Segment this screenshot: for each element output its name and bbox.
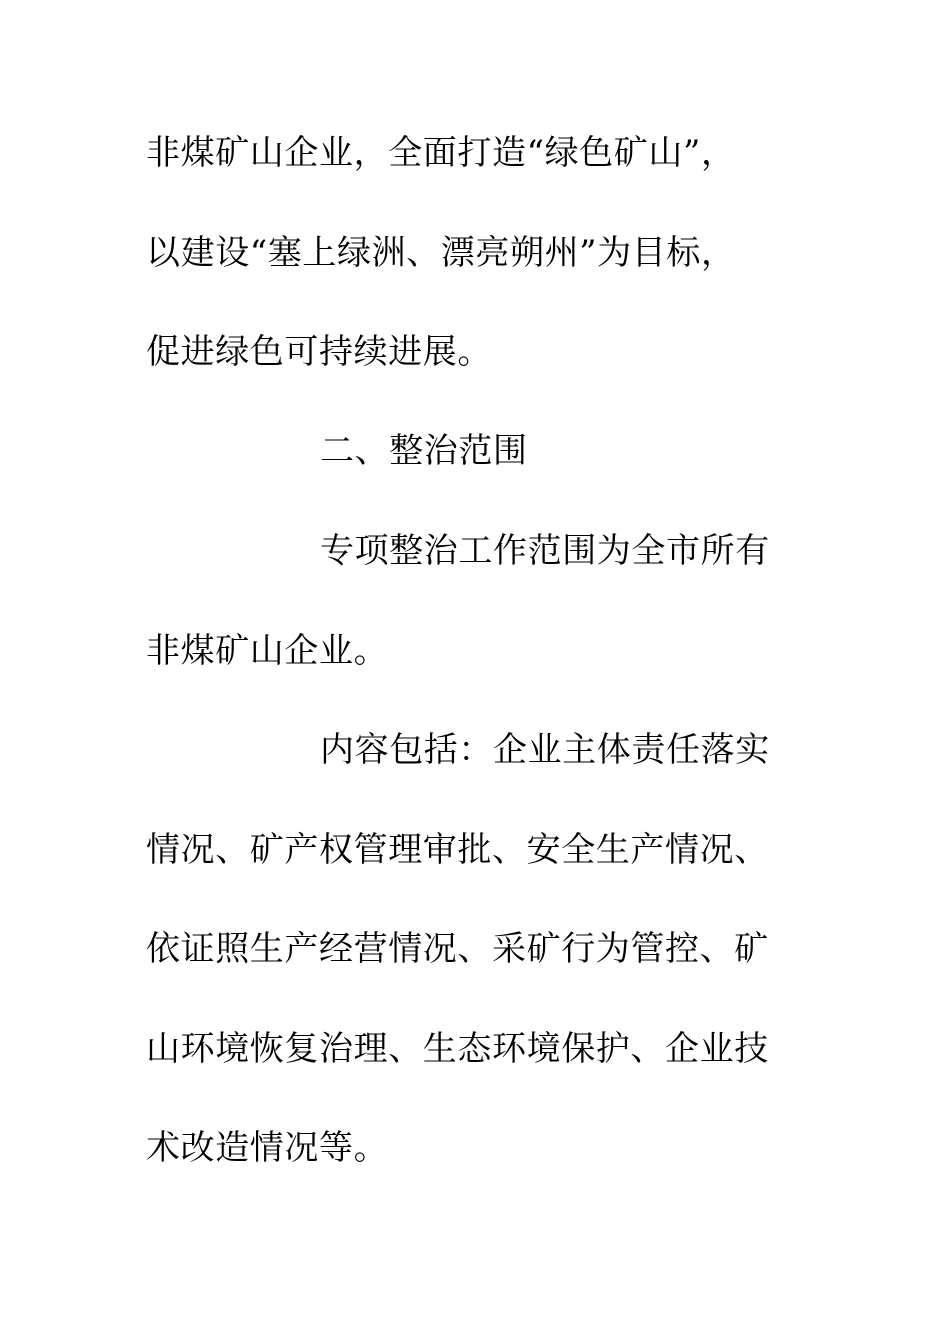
text-line: 专项整治工作范围为全市所有: [320, 531, 770, 571]
text-line: 非煤矿山企业。: [146, 631, 389, 671]
text-line: 以建设“塞上绿洲、漂亮朔州”为目标，: [146, 233, 736, 273]
text-line: 山环境恢复治理、生态环境保护、企业技: [146, 1029, 769, 1069]
section-heading: 二、整治范围: [320, 431, 528, 471]
text-line: 非煤矿山企业，全面打造“绿色矿山”，: [146, 133, 736, 173]
text-line: 依证照生产经营情况、采矿行为管控、矿: [146, 929, 769, 969]
text-line: 内容包括：企业主体责任落实: [320, 730, 770, 770]
text-line: 情况、矿产权管理审批、安全生产情况、: [146, 830, 769, 870]
text-line: 促进绿色可持续进展。: [146, 332, 492, 372]
text-line: 术改造情况等。: [146, 1128, 389, 1168]
